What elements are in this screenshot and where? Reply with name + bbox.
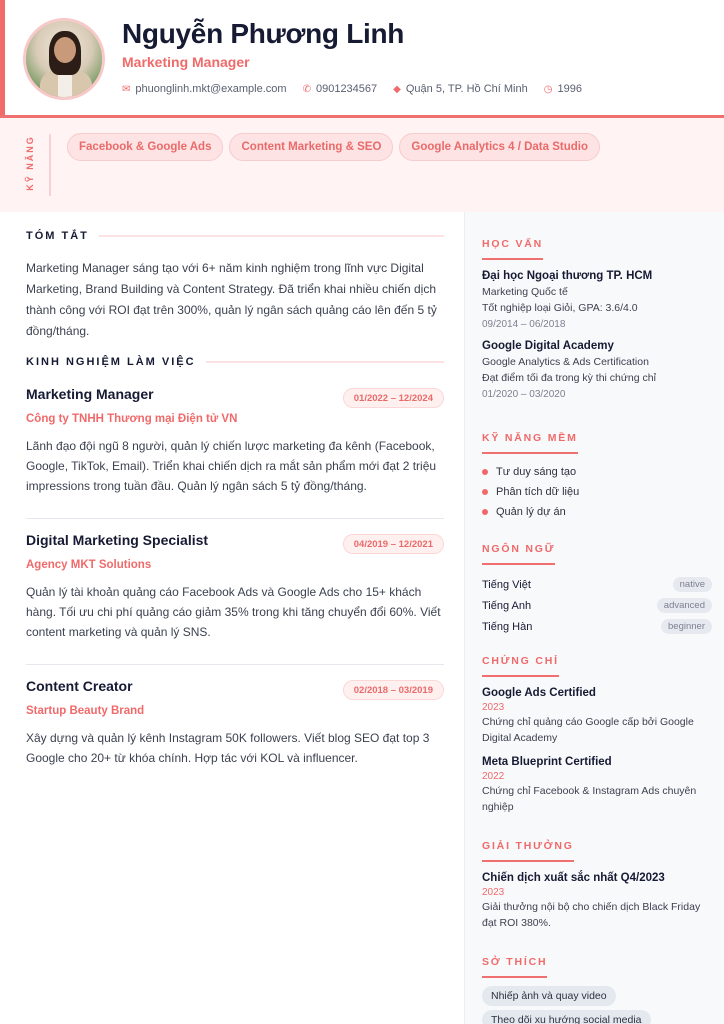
job-divider xyxy=(26,518,444,519)
school-name: Google Digital Academy xyxy=(482,340,614,352)
mail-icon: ✉ xyxy=(122,83,131,95)
contact-list xyxy=(122,83,582,95)
experience-heading: KINH NGHIỆM LÀM VIỆC xyxy=(26,356,444,368)
job-description: Lãnh đạo đội ngũ 8 người, quản lý chiến lược marketing đa kênh (Facebook, Google, TikTok, Email). Triển khai chiến dịch ra mắt sản phẩm mới đạt 2 triệu impressions trong tuần đầu. Quản lý ngân sách 5 tỷ đồng/tháng. xyxy=(26,439,437,493)
education-item xyxy=(482,340,712,400)
bullet-icon xyxy=(482,489,488,495)
skill-chip: Google Analytics 4 / Data Studio xyxy=(399,133,600,161)
language-row: Tiếng Anh advanced xyxy=(482,595,712,616)
soft-skill-item: Quản lý dự án xyxy=(482,502,712,522)
location-icon: ◆ xyxy=(393,83,401,95)
skill-chip: Content Marketing & SEO xyxy=(229,133,393,161)
candidate-role: Marketing Manager xyxy=(122,54,250,70)
contact-email[interactable] xyxy=(122,83,287,95)
awards-heading: GIẢI THƯỞNG xyxy=(482,840,574,862)
heading-rule xyxy=(99,235,444,237)
phone-icon: ✆ xyxy=(302,83,311,95)
soft-skill-item: Phân tích dữ liệu xyxy=(482,482,712,502)
skill-chip: Facebook & Google Ads xyxy=(67,133,223,161)
hobbies-section xyxy=(482,952,712,1024)
job-divider xyxy=(26,664,444,665)
summary-text: Marketing Manager sáng tạo với 6+ năm kinh nghiệm trong lĩnh vực Digital Marketing, Brand Building và Content Strategy. Đã triển khai nhiều chiến dịch thành công với ROI đạt trên 300%, quản lý ngân sách quảng cáo lên đến 5 tỷ đồng/tháng. xyxy=(26,261,437,338)
job-company: Công ty TNHH Thương mại Điện tử VN xyxy=(26,413,238,425)
education-section xyxy=(482,234,712,400)
job-title: Digital Marketing Specialist xyxy=(26,532,209,548)
email-value: phuonglinh.mkt@example.com xyxy=(135,83,287,95)
job-date-badge: 01/2022 – 12/2024 xyxy=(343,388,444,408)
awards-section xyxy=(482,836,712,931)
job-description: Xây dựng và quản lý kênh Instagram 50K followers. Viết blog SEO đạt top 3 Google cho 20+ từ khóa chính. Hợp tác với KOL và influencer. xyxy=(26,731,430,765)
hobby-chip: Nhiếp ảnh và quay video xyxy=(482,986,616,1006)
bullet-icon xyxy=(482,509,488,515)
bullet-icon xyxy=(482,469,488,475)
school-note: Tốt nghiệp loại Giỏi, GPA: 3.6/4.0 xyxy=(482,302,638,314)
skill-chip-list xyxy=(67,133,600,161)
soft-skills-section xyxy=(482,428,712,522)
candidate-name: Nguyễn Phương Linh xyxy=(122,18,405,49)
language-level-badge: advanced xyxy=(657,598,712,613)
language-row: Tiếng Hàn beginner xyxy=(482,616,712,637)
job-company: Startup Beauty Brand xyxy=(26,705,145,717)
school-major: Google Analytics & Ads Certification xyxy=(482,356,649,368)
resume-header xyxy=(0,0,724,118)
soft-skill-item: Tư duy sáng tạo xyxy=(482,462,712,482)
certificates-heading: CHỨNG CHỈ xyxy=(482,655,559,677)
job-title: Marketing Manager xyxy=(26,386,154,402)
language-row: Tiếng Việt native xyxy=(482,574,712,595)
soft-skills-heading: KỸ NĂNG MỀM xyxy=(482,432,578,454)
birth-year-value: 1996 xyxy=(557,83,582,95)
phone-value: 0901234567 xyxy=(315,83,378,95)
education-heading: HỌC VẤN xyxy=(482,238,543,260)
school-name: Đại học Ngoại thương TP. HCM xyxy=(482,270,653,282)
heading-rule xyxy=(206,361,444,363)
job-entry xyxy=(26,678,444,768)
skills-divider xyxy=(49,134,51,196)
language-level-badge: beginner xyxy=(661,619,712,634)
job-date-badge: 02/2018 – 03/2019 xyxy=(343,680,444,700)
birth-year-icon: ◷ xyxy=(543,83,553,95)
school-date: 09/2014 – 06/2018 xyxy=(482,319,566,330)
job-entry xyxy=(26,532,444,642)
contact-birth-year xyxy=(544,83,582,95)
award-item: Chiến dịch xuất sắc nhất Q4/2023 2023 Giải thưởng nội bộ cho chiến dịch Black Friday đạt ROI 380%. xyxy=(482,872,701,929)
skills-label: KỸ NĂNG xyxy=(25,135,35,191)
avatar xyxy=(23,18,105,100)
education-item xyxy=(482,270,712,330)
school-major: Marketing Quốc tế xyxy=(482,286,568,298)
summary-heading: TÓM TẮT xyxy=(26,230,444,242)
sidebar xyxy=(464,212,724,1024)
contact-phone[interactable] xyxy=(303,83,378,95)
main-column xyxy=(0,212,464,1024)
job-date-badge: 04/2019 – 12/2021 xyxy=(343,534,444,554)
school-note: Đạt điểm tối đa trong kỳ thi chứng chỉ xyxy=(482,372,656,384)
certificate-item: Meta Blueprint Certified 2022 Chứng chỉ Facebook & Instagram Ads chuyên nghiệp xyxy=(482,756,697,813)
contact-location xyxy=(393,83,528,95)
language-level-badge: native xyxy=(673,577,712,592)
hobbies-heading: SỞ THÍCH xyxy=(482,956,547,978)
location-value: Quận 5, TP. Hồ Chí Minh xyxy=(405,83,528,95)
certificates-section xyxy=(482,651,712,815)
job-title: Content Creator xyxy=(26,678,133,694)
certificate-item: Google Ads Certified 2023 Chứng chỉ quảng cáo Google cấp bởi Google Digital Academy xyxy=(482,687,694,744)
job-company: Agency MKT Solutions xyxy=(26,559,152,571)
accent-bar xyxy=(0,0,5,115)
job-entry xyxy=(26,386,444,496)
hobby-chip: Theo dõi xu hướng social media xyxy=(482,1010,651,1024)
languages-section xyxy=(482,539,712,637)
school-date: 01/2020 – 03/2020 xyxy=(482,389,566,400)
languages-heading: NGÔN NGỮ xyxy=(482,543,555,565)
job-description: Quản lý tài khoản quảng cáo Facebook Ads và Google Ads cho 15+ khách hàng. Tối ưu chi phí quảng cáo giảm 35% trong khi tăng chuyển đổi 60%. Viết content marketing và quản lý SNS. xyxy=(26,585,441,639)
